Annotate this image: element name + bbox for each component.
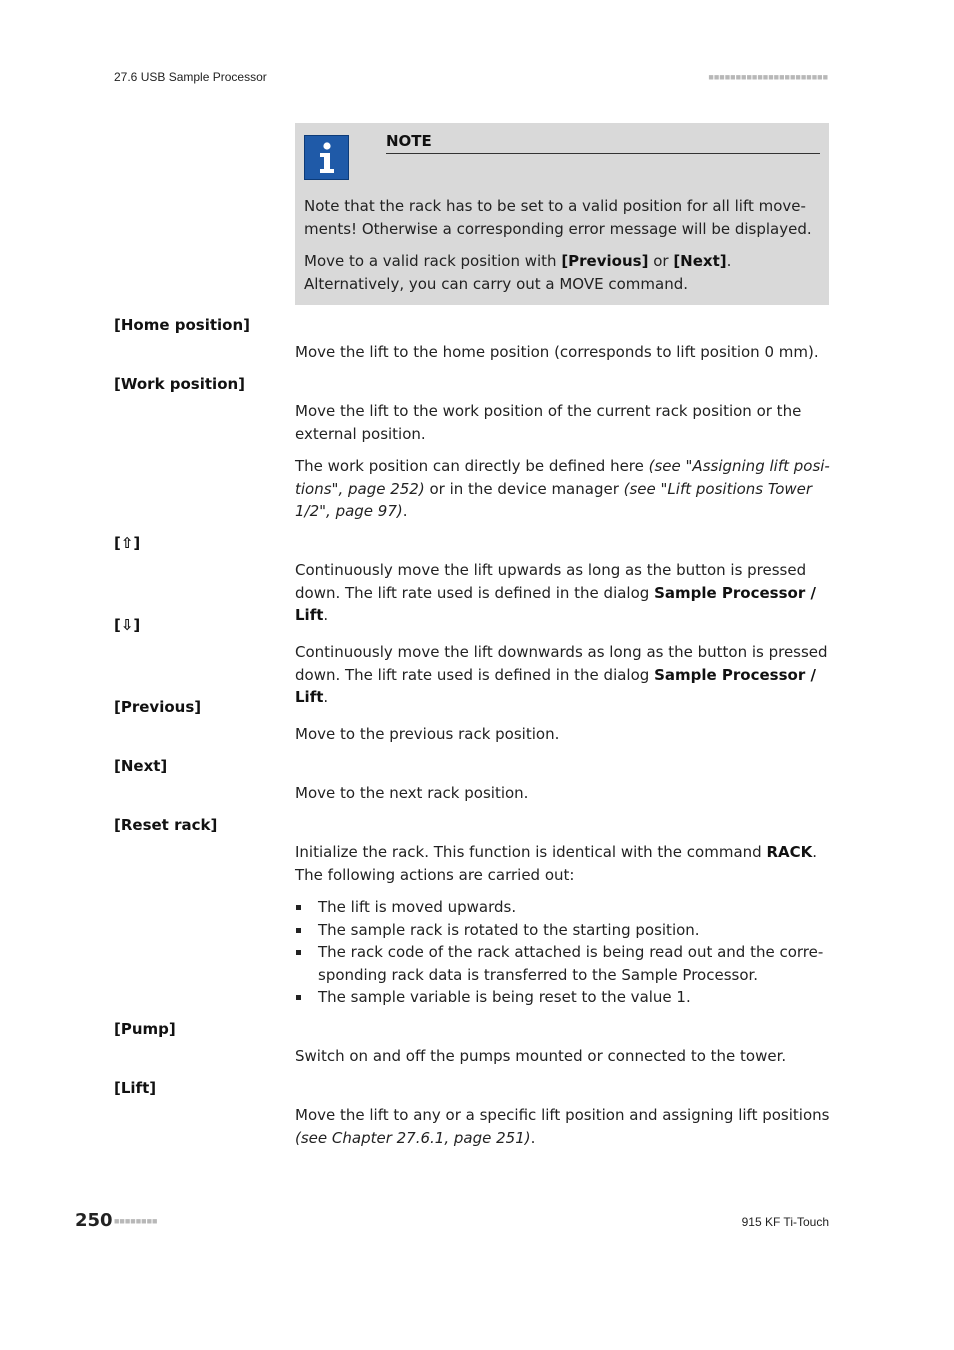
footer-decoration: ■■■■■■■■ — [114, 1216, 158, 1226]
desc-next: Move to the next rack position. — [295, 784, 529, 802]
term-pump: [Pump] — [114, 1020, 176, 1038]
term-home-position: [Home position] — [114, 316, 251, 334]
page-number: 250 — [75, 1210, 113, 1231]
note-title: NOTE — [386, 132, 820, 154]
desc-reset-rack: Initialize the rack. This function is identical with the command RACK. The following actions are carried out: — [295, 843, 818, 884]
note-box — [295, 123, 829, 305]
desc-work-position-1: Move the lift to the work position of the current rack position or the external position. — [295, 402, 802, 443]
desc-pump: Switch on and off the pumps mounted or connected to the tower. — [295, 1047, 787, 1065]
bullet-square-icon — [296, 905, 301, 910]
desc-lift-down: Continuously move the lift downwards as long as the button is pressed down. The lift rate used is defined in the dialog Sample Processor / Lift. — [295, 643, 828, 706]
running-header-section: 27.6 USB Sample Processor — [114, 70, 267, 84]
desc-work-position-2: The work position can directly be defined here (see "Assigning lift posi-tions", page 252) or in the device manager (see "Lift positions Tower 1/2", page 97). — [295, 457, 830, 520]
term-next: [Next] — [114, 757, 168, 775]
term-lift-up: [⇧] — [114, 534, 141, 552]
footer-product-name: 915 KF Ti-Touch — [741, 1215, 829, 1229]
reset-rack-actions-list — [295, 896, 835, 1009]
term-lift: [Lift] — [114, 1079, 157, 1097]
note-paragraph-1: Note that the rack has to be set to a valid position for all lift move-ments! Otherwise a corresponding error message will be displayed. — [304, 197, 812, 238]
header-decoration: ■■■■■■■■■■■■■■■■■■■■■■ — [708, 72, 828, 82]
desc-lift: Move the lift to any or a specific lift position and assigning lift positions (see Chapter 27.6.1, page 251). — [295, 1106, 830, 1147]
term-reset-rack: [Reset rack] — [114, 816, 218, 834]
list-item: The rack code of the rack attached is being read out and the corre-sponding rack data is transferred to the Sample Processor. — [295, 941, 835, 986]
term-lift-down: [⇩] — [114, 616, 141, 634]
note-paragraph-2: Move to a valid rack position with [Previous] or [Next]. Alternatively, you can carry out a MOVE command. — [304, 252, 732, 293]
desc-previous: Move to the previous rack position. — [295, 725, 560, 743]
desc-home-position: Move the lift to the home position (corresponds to lift position 0 mm). — [295, 343, 819, 361]
list-item: The lift is moved upwards. — [295, 896, 835, 919]
bullet-square-icon — [296, 950, 301, 955]
bullet-square-icon — [296, 995, 301, 1000]
list-item: The sample variable is being reset to the value 1. — [295, 986, 835, 1009]
bullet-square-icon — [296, 928, 301, 933]
list-item: The sample rack is rotated to the starting position. — [295, 919, 835, 942]
desc-lift-up: Continuously move the lift upwards as long as the button is pressed down. The lift rate used is defined in the dialog Sample Processor / Lift. — [295, 561, 816, 624]
info-icon — [304, 135, 349, 180]
term-work-position: [Work position] — [114, 375, 246, 393]
term-previous: [Previous] — [114, 698, 202, 716]
